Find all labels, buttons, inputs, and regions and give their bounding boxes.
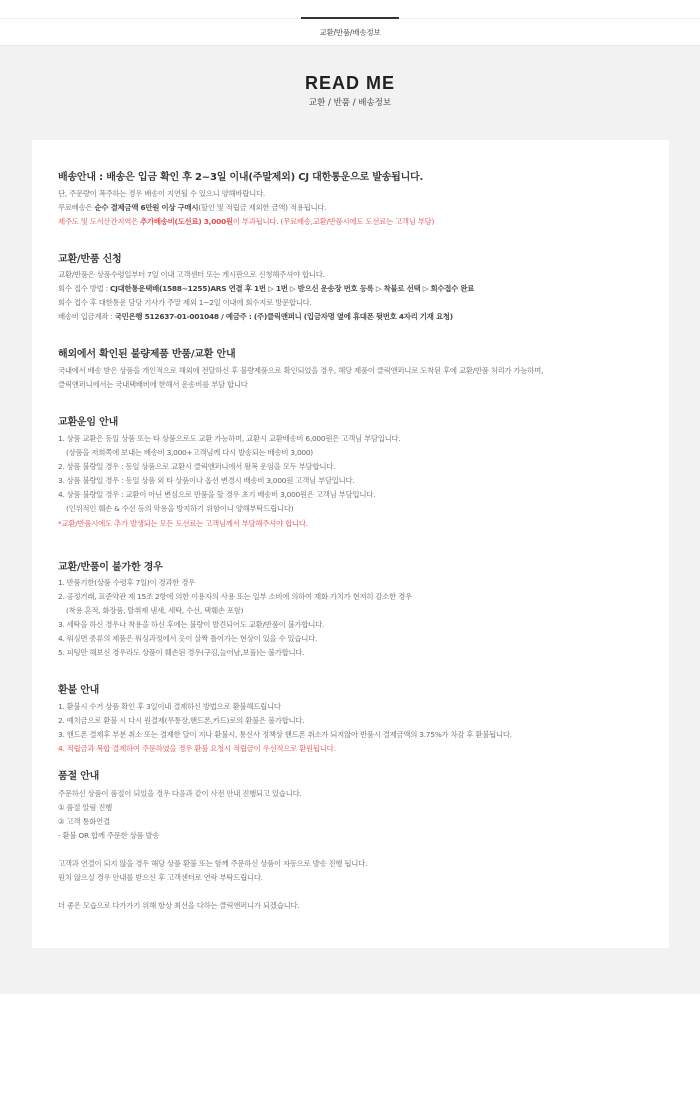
soldout-line-3: ② 고객 통화연결 [58,817,110,826]
request-line-4b: 국민은행 512637-01-001048 / 예금주 : (주)클릭앤퍼니 (입금자명 옆에 휴대폰 뒷번호 4자리 기재 요청) [114,312,453,321]
fee-line-7: *교환/반품시에도 추가 발생되는 모든 도선료는 고객님께서 부담해주셔야 합니다. [58,519,308,528]
shipping-line-3b: 추가배송비(도선료) 3,000원 [140,217,233,226]
shipping-line-2b: 순수 결제금액 6만원 이상 구매시 [94,203,199,212]
soldout-line-2: ① 품절 알림 진행 [58,803,113,812]
refund-line-3: 3. 핸드폰 결제후 부분 취소 또는 결제한 달이 지나 환불시, 통신사 정책상 핸드폰 취소가 되지않아 반품시 결제금액의 3.75%가 차감 후 환불됩니다. [58,730,512,739]
shipping-line-3a: 제주도 및 도서산간지역은 [58,217,141,226]
fee-line-2: (상품을 저희쪽에 보내는 배송비 3,000+고객님께 다시 발송되는 배송비 3,000) [66,448,313,457]
tab-bar [0,0,700,46]
fee-line-6: (인위적인 훼손 & 수선 등의 악용을 방지하기 위함이니 양해부탁드립니다) [66,504,294,513]
shipping-line-2a: 무료배송은 [58,203,95,212]
overseas-line-2: 클릭앤퍼니에서는 국내택배비에 한해서 운송비를 부담 합니다 [58,380,248,389]
refund-line-1: 1. 환불시 수거 상품 확인 후 3일이내 결제하신 방법으로 환불해드립니다 [58,702,281,711]
fee-title: 교환운임 안내 [58,417,119,428]
request-line-2b: CJ대한통운택배(1588~1255)ARS 연결 후 1번 ▷ 1번 ▷ 받으신 운송장 번호 등록 ▷ 착불로 선택 ▷ 회수접수 완료 [109,284,475,293]
impossible-line-1: 1. 반품기한(상품 수령후 7일)이 경과한 경우 [58,578,195,587]
request-line-1: 교환/반품은 상품수령일부터 7일 이내 고객센터 또는 게시판으로 신청해주셔야 합니다. [58,270,325,279]
soldout-line-6: 원치 않으실 경우 안내를 받으신 후 고객센터로 연락 부탁드립니다. [58,873,263,882]
shipping-line-2c: (할인 및 적립금 제외한 금액) 적용됩니다. [198,203,327,212]
impossible-line-3: (착용 흔적, 화장품, 탈취제 냄새, 세탁, 수선, 택훼손 포함) [66,606,244,615]
impossible-line-6: 5. 피팅만 해보신 경우라도 상품이 훼손된 경우(구김,늘어남,보풀)는 불가합니다. [58,648,305,657]
page-subtitle: 교환 / 반품 / 배송정보 [308,98,392,108]
policy-card [32,140,669,948]
refund-line-2: 2. 예치금으로 환불 시 다시 원결제(무통장,핸드폰,카드)로의 환불은 불가합니다. [58,716,305,725]
refund-line-4: 4. 적립금과 복합 결제하여 주문하였을 경우 환불 요청시 적립금이 우선적으로 환원됩니다. [58,744,336,753]
request-line-2a: 회수 접수 방법 : [58,284,110,293]
soldout-line-4: - 환불 OR 합께 주문한 상품 발송 [58,831,160,840]
info-panel [0,46,700,994]
impossible-line-4: 3. 세탁을 하신 경우나 착용을 하신 후에는 불량이 발견되어도 교환/반품이 불가합니다. [58,620,325,629]
fee-line-4: 3. 상품 불량일 경우 : 동일 상품 외 타 상품이나 옵션 변경시 배송비 3,000원 고객님 부담입니다. [58,476,355,485]
tab-exchange-return-shipping[interactable]: 교환/반품/배송정보 [301,17,399,45]
impossible-title: 교환/반품이 불가한 경우 [58,562,163,573]
soldout-line-7: 더 좋은 모습으로 다가가기 위해 항상 최선을 다하는 클릭앤퍼니가 되겠습니다. [58,901,300,910]
impossible-line-2: 2. 공정거래, 표준약관 제 15조 2항에 의한 이용자의 사용 또는 일부 소비에 의하여 재화 가치가 현저히 감소한 경우 [58,592,412,601]
soldout-line-1: 주문하신 상품이 품절이 되었을 경우 다음과 같이 사전 안내 진행되고 있습니다. [58,789,302,798]
impossible-line-5: 4. 워싱면 종류의 제품은 워싱과정에서 옷이 살짝 틀어가는 현상이 있을 수 있습니다. [58,634,318,643]
page-title: READ ME [304,73,395,93]
refund-title: 환불 안내 [58,685,100,696]
request-line-2 [58,283,474,294]
overseas-title: 해외에서 확인된 불량제품 반품/교환 안내 [58,349,236,360]
request-title: 교환/반품 신청 [58,254,122,265]
request-line-4a: 배송비 입금계좌 : [58,312,115,321]
fee-line-3: 2. 상품 불량일 경우 : 동일 상품으로 교환시 클릭앤퍼니에서 왕복 운임을 모두 부담합니다. [58,462,336,471]
fee-line-5: 4. 상품 불량일 경우 : 교환이 아닌 변심으로 반품을 할 경우 초기 배송비 3,000원은 고객님 부담입니다. [58,490,376,499]
shipping-line-1: 단, 주문량이 폭주하는 경우 배송이 지연될 수 있으니 양해바랍니다. [58,189,266,198]
overseas-line-1: 국내에서 배송 받은 상품을 개인적으로 해외에 전달하신 후 불량제품으로 확인되었을 경우, 해당 제품이 클릭앤퍼니로 도착된 후에 교환/반품 처리가 가능하며, [58,366,544,375]
shipping-line-3 [58,216,434,227]
soldout-line-5: 고객과 연결이 되지 않을 경우 해당 상품 환불 또는 함께 주문하신 상품이 자동으로 발송 진행 됩니다. [58,859,368,868]
soldout-title: 품절 안내 [58,771,100,782]
fee-line-1: 1. 상품 교환은 동일 상품 또는 타 상품으로도 교환 가능하며, 교환시 교환배송비 6,000원은 고객님 부담입니다. [58,434,401,443]
request-line-4 [58,311,453,322]
shipping-line-2 [58,202,326,213]
request-line-3: 회수 접수 후 대한통운 담당 기사가 주말 제외 1~2일 이내에 회수지로 방문합니다. [58,298,312,307]
shipping-title: 배송안내 : 배송은 입금 확인 후 2~3일 이내(주말제외) CJ 대한통운으로 발송됩니다. [58,172,424,183]
shipping-line-3c: 이 부과됩니다. (무료배송,교환/반품시에도 도선료는 고객님 부담) [232,217,435,226]
